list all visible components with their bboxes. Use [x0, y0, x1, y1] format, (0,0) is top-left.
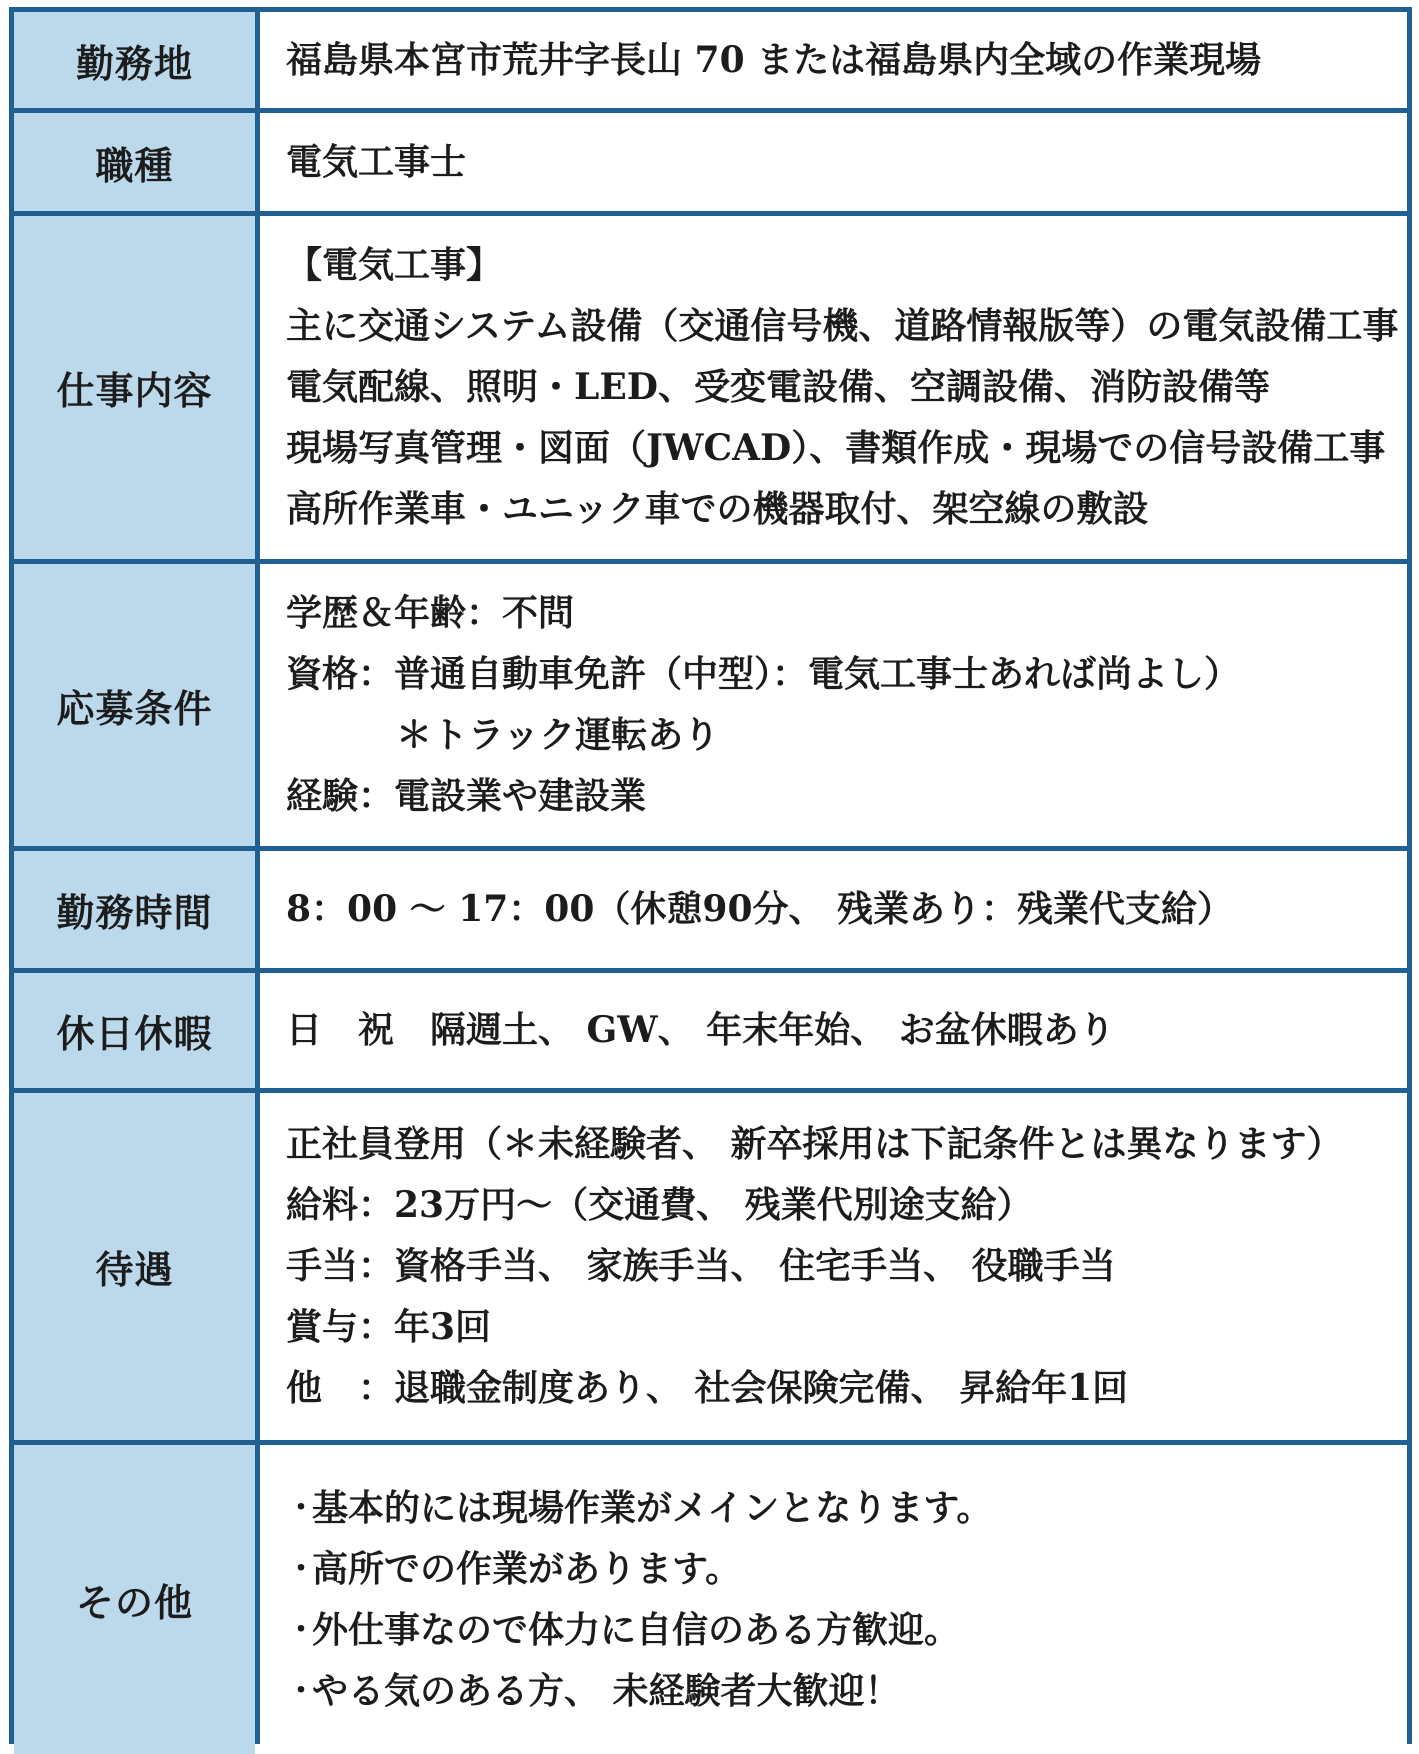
value-location: [260, 12, 1407, 108]
treatment-line: 給料：23万円～（交通費、 残業代別途支給）: [286, 1184, 1033, 1226]
treatment-line: 他 ：退職金制度あり、 社会保険完備、 昇給年1回: [286, 1367, 1129, 1409]
treatment-line: 賞与：年3回: [286, 1306, 492, 1348]
other-item: [286, 1478, 1407, 1539]
other-item-text: 基本的には現場作業がメインとなります。: [312, 1486, 993, 1529]
other-item: [286, 1600, 1407, 1661]
requirements-note: ＊トラック運転あり: [396, 714, 720, 756]
label-hours: 勤務時間: [14, 851, 255, 968]
requirements-line: 学歴＆年齢：不問: [286, 592, 575, 634]
value-requirements: [260, 564, 1407, 846]
value-job-type: [260, 113, 1407, 211]
label-treatment: 待遇: [14, 1093, 255, 1440]
other-item-text: やる気のある方、 未経験者大歓迎！: [312, 1669, 901, 1712]
requirements-line: 経験：電設業や建設業: [286, 775, 647, 817]
value-holidays: [260, 973, 1407, 1088]
value-other: [260, 1445, 1407, 1754]
duties-line: 高所作業車・ユニック車での機器取付、架空線の敷設: [286, 488, 1149, 530]
location-text: 福島県本宮市荒井字長山 70 または福島県内全域の作業現場: [286, 38, 1262, 81]
other-item: [286, 1661, 1407, 1722]
duties-line: 【電気工事】: [286, 244, 503, 286]
label-job-type: 職種: [14, 113, 255, 211]
requirements-line: 資格：普通自動車免許（中型）：電気工事士あれば尚よし）: [286, 653, 1241, 695]
duties-line: 電気配線、照明・LED、受変電設備、空調設備、消防設備等: [286, 366, 1270, 408]
treatment-line: 手当：資格手当、 家族手当、 住宅手当、 役職手当: [286, 1245, 1116, 1287]
value-treatment: [260, 1093, 1407, 1440]
duties-line: 主に交通システム設備（交通信号機、道路情報版等）の電気設備工事: [286, 305, 1399, 347]
label-requirements: 応募条件: [14, 564, 255, 846]
label-duties: 仕事内容: [14, 216, 255, 559]
label-location: 勤務地: [14, 12, 255, 108]
duties-line: 現場写真管理・図面（JWCAD）、書類作成・現場での信号設備工事: [286, 427, 1386, 469]
bullet-icon: ・: [286, 1490, 316, 1526]
bullet-icon: ・: [286, 1551, 316, 1587]
other-item-text: 高所での作業があります。: [312, 1547, 742, 1590]
value-hours: [260, 851, 1407, 968]
hours-text: 8：00 ～ 17：00（休憩90分、 残業あり：残業代支給）: [286, 888, 1234, 930]
holidays-text: 日 祝 隔週土、 GW、 年末年始、 お盆休暇あり: [286, 1009, 1115, 1051]
value-duties: [260, 216, 1407, 559]
job-type-text: 電気工事士: [286, 140, 467, 183]
bullet-icon: ・: [286, 1673, 316, 1709]
other-item: [286, 1539, 1407, 1600]
treatment-line: 正社員登用（＊未経験者、 新卒採用は下記条件とは異なります）: [286, 1123, 1343, 1165]
label-other: その他: [14, 1445, 255, 1754]
job-info-table: [9, 7, 1412, 1744]
label-holidays: 休日休暇: [14, 973, 255, 1088]
bullet-icon: ・: [286, 1612, 316, 1648]
other-item-text: 外仕事なので体力に自信のある方歓迎。: [312, 1608, 961, 1651]
